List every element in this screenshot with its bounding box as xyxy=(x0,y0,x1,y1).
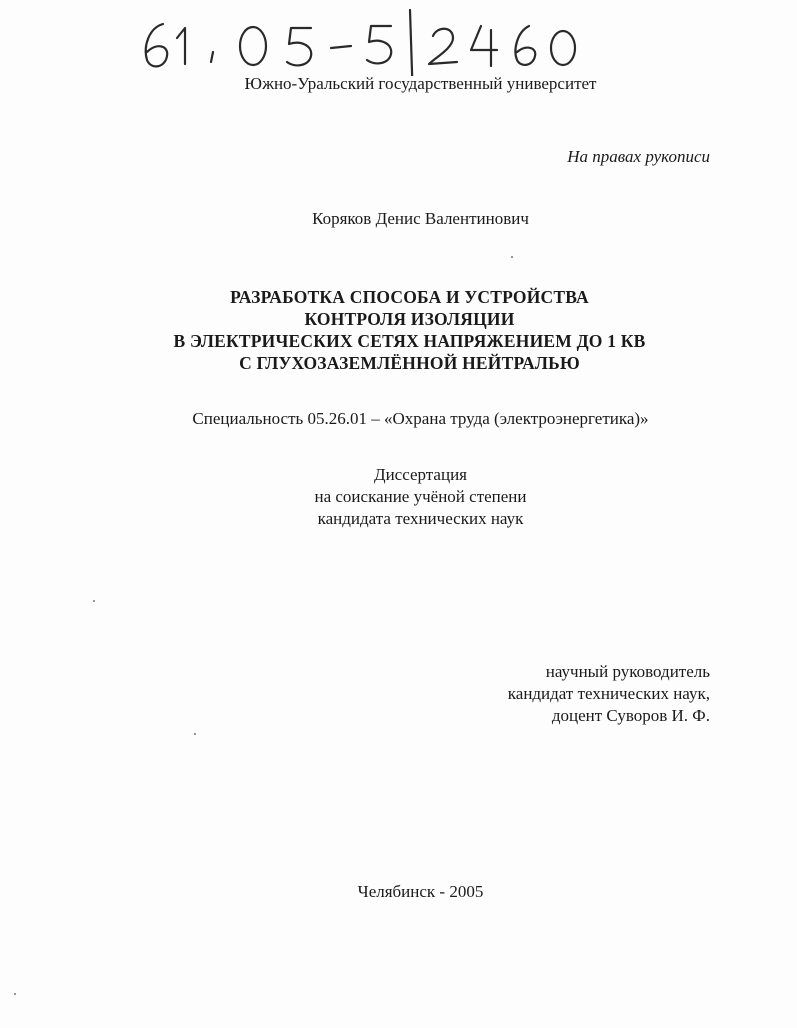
scan-speck xyxy=(93,600,95,602)
supervisor-line-3: доцент Суворов И. Ф. xyxy=(551,706,710,725)
city-year: Челябинск - 2005 xyxy=(357,882,484,901)
specialty-line: Специальность 05.26.01 – «Охрана труда (электроэнергетика)» xyxy=(192,409,649,428)
supervisor-block xyxy=(508,661,710,727)
supervisor-line-1: научный руководитель xyxy=(545,662,710,681)
degree-line-1: Диссертация xyxy=(373,465,467,484)
dissertation-title xyxy=(0,286,797,374)
title-line-2: КОНТРОЛЯ ИЗОЛЯЦИИ xyxy=(304,309,515,329)
manuscript-rights-note: На правах рукописи xyxy=(567,147,710,166)
scan-speck xyxy=(511,256,513,258)
scan-speck xyxy=(194,733,196,735)
title-line-3: В ЭЛЕКТРИЧЕСКИХ СЕТЯХ НАПРЯЖЕНИЕМ ДО 1 КВ xyxy=(173,331,646,351)
university-name: Южно-Уральский государственный университет xyxy=(244,74,597,93)
degree-line-2: на соискание учёной степени xyxy=(314,487,527,506)
degree-line-3: кандидата технических наук xyxy=(317,509,524,528)
title-line-1: РАЗРАБОТКА СПОСОБА И УСТРОЙСТВА xyxy=(230,287,589,307)
supervisor-line-2: кандидат технических наук, xyxy=(507,684,710,703)
handwritten-catalog-code xyxy=(135,6,585,76)
handwritten-code-drawing xyxy=(135,6,585,76)
dissertation-degree-block xyxy=(22,464,797,530)
scan-speck xyxy=(14,993,16,995)
title-line-4: С ГЛУХОЗАЗЕМЛЁННОЙ НЕЙТРАЛЬЮ xyxy=(239,353,580,373)
author-name: Коряков Денис Валентинович xyxy=(312,209,529,228)
